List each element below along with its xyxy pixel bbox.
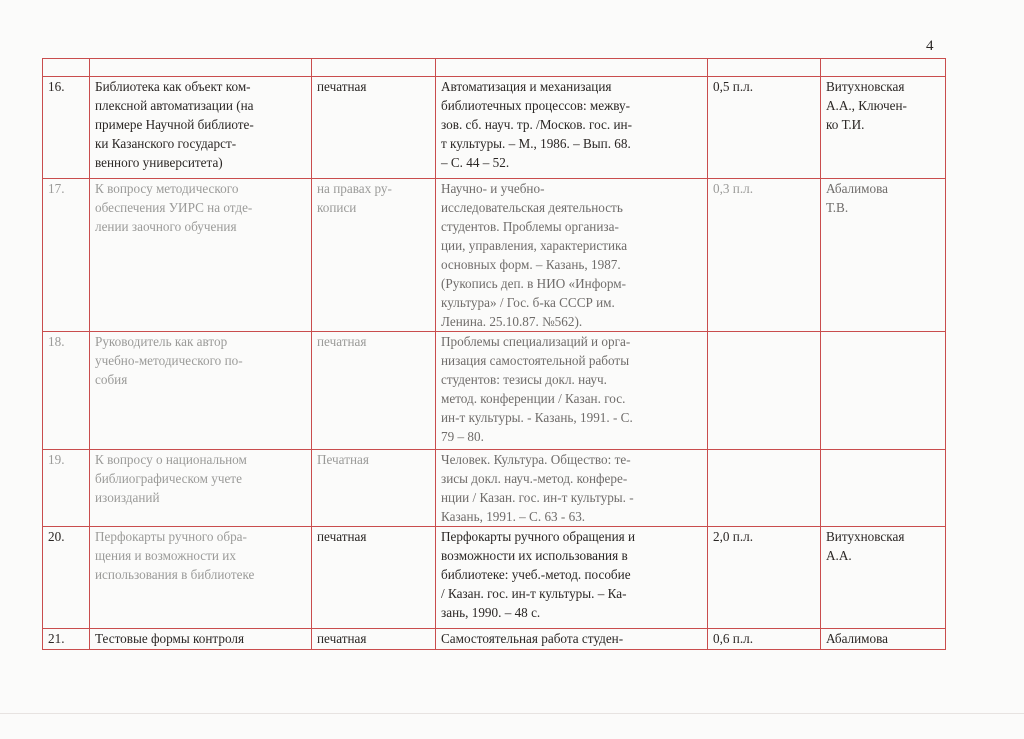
volume [708, 332, 821, 450]
coauthors [821, 332, 946, 450]
table-row [43, 332, 946, 450]
page-number: 4 [926, 38, 934, 54]
work-title: К вопросу о национальном библиографическом учете изоизданий [90, 450, 312, 527]
table-header-strip [43, 59, 946, 77]
publication-form: на правах ру- кописи [312, 179, 436, 332]
publication-source: Проблемы специализаций и орга- низация самостоятельной работы студентов: тезисы докл. науч. метод. конференции / Казан. гос. ин-т культуры. - Казань, 1991. - С. 79 – 80. [436, 332, 708, 450]
row-number: 19. [43, 450, 90, 527]
publications-table [42, 58, 946, 650]
table-row [43, 77, 946, 179]
coauthors: Витухновская А.А., Ключен- ко Т.И. [821, 77, 946, 179]
volume [708, 450, 821, 527]
volume: 0,5 п.л. [708, 77, 821, 179]
publication-form: печатная [312, 77, 436, 179]
work-title: Тестовые формы контроля [90, 629, 312, 650]
publication-form: Печатная [312, 450, 436, 527]
work-title: Руководитель как автор учебно-методического по- собия [90, 332, 312, 450]
publication-form: печатная [312, 629, 436, 650]
work-title: Библиотека как объект ком- плексной автоматизации (на примере Научной библиоте- ки Казанского государст- венного университета) [90, 77, 312, 179]
row-number: 18. [43, 332, 90, 450]
coauthors [821, 450, 946, 527]
publication-form: печатная [312, 527, 436, 629]
volume: 0,6 п.л. [708, 629, 821, 650]
publication-source: Человек. Культура. Общество: те- зисы докл. науч.-метод. конфере- нции / Казан. гос. ин-т культуры. - Казань, 1991. – С. 63 - 63. [436, 450, 708, 527]
row-number: 16. [43, 77, 90, 179]
publication-source: Научно- и учебно- исследовательская деятельность студентов. Проблемы организа- ции, управления, характеристика основных форм. – Казань, 1987. (Рукопись деп. в НИО «Информ- культура» / Гос. б-ка СССР им. Ленина. 25.10.87. №562). [436, 179, 708, 332]
row-number: 21. [43, 629, 90, 650]
publication-source: Автоматизация и механизация библиотечных процессов: межву- зов. сб. науч. тр. /Москов. гос. ин- т культуры. – М., 1986. – Вып. 68. – С. 44 – 52. [436, 77, 708, 179]
coauthors: Абалимова [821, 629, 946, 650]
coauthors: Абалимова Т.В. [821, 179, 946, 332]
publication-source: Самостоятельная работа студен- [436, 629, 708, 650]
work-title: К вопросу методического обеспечения УИРС на отде- лении заочного обучения [90, 179, 312, 332]
row-number: 17. [43, 179, 90, 332]
table-row [43, 450, 946, 527]
publication-source: Перфокарты ручного обращения и возможности их использования в библиотеке: учеб.-метод. пособие / Казан. гос. ин-т культуры. – Ка- зань, 1990. – 48 с. [436, 527, 708, 629]
work-title: Перфокарты ручного обра- щения и возможности их использования в библиотеке [90, 527, 312, 629]
volume: 2,0 п.л. [708, 527, 821, 629]
publication-form: печатная [312, 332, 436, 450]
table-row [43, 527, 946, 629]
coauthors: Витухновская А.А. [821, 527, 946, 629]
page-edge-line [0, 713, 1024, 714]
row-number: 20. [43, 527, 90, 629]
volume: 0,3 п.л. [708, 179, 821, 332]
table-row [43, 179, 946, 332]
table-row [43, 629, 946, 650]
